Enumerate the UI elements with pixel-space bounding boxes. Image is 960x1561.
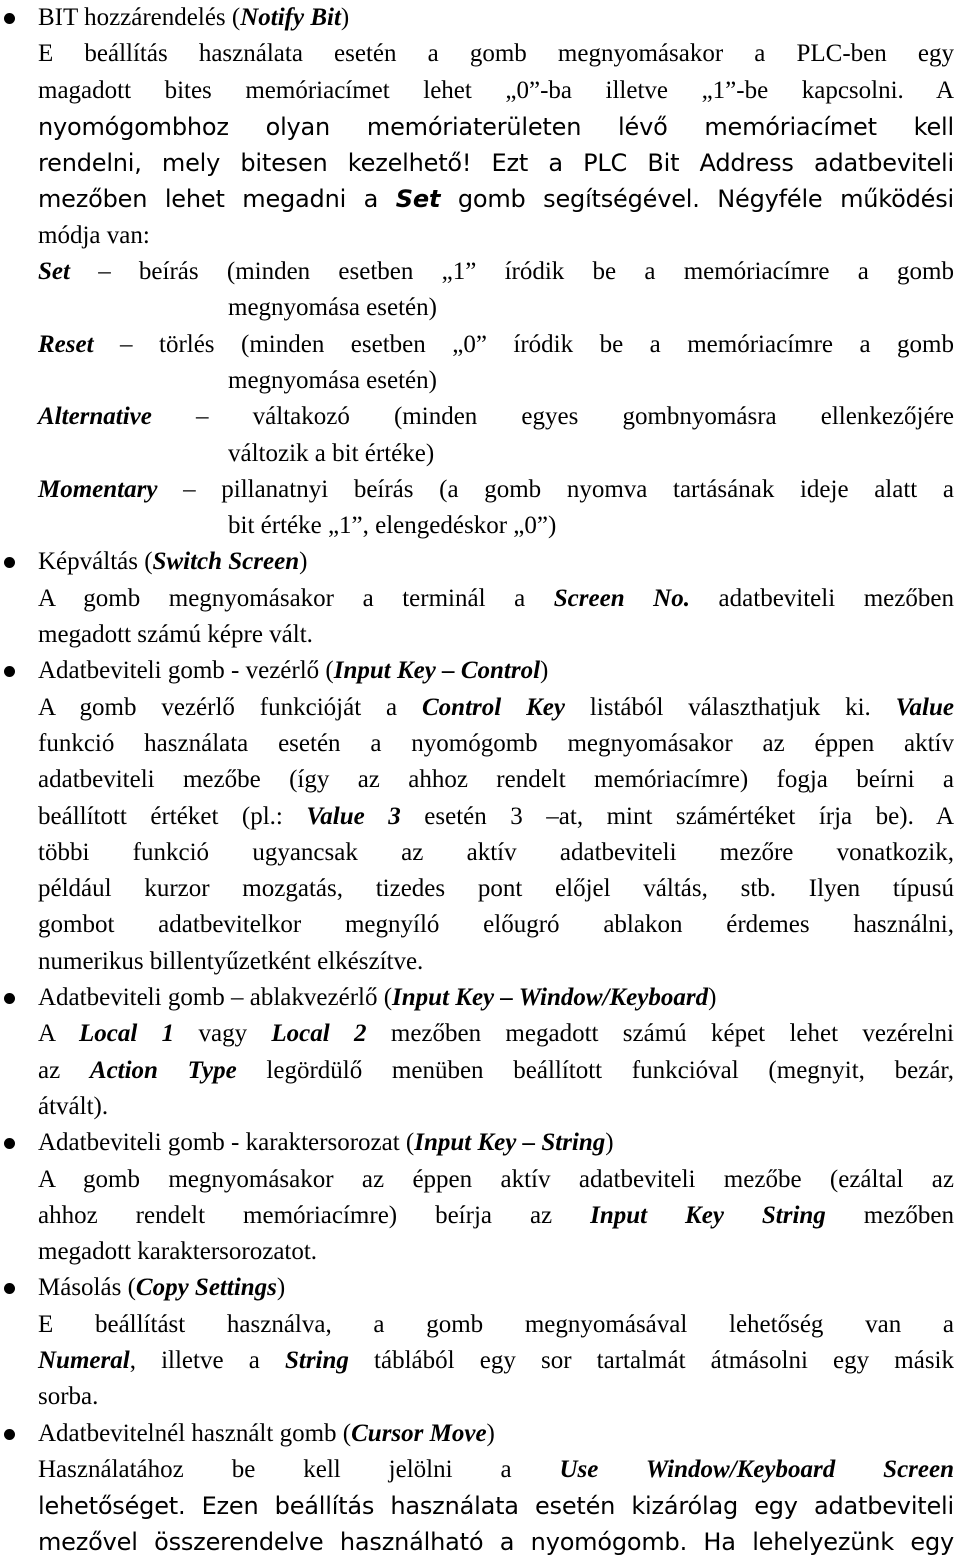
paragraph-line: például kurzor mozgatás, tizedes pont előjel váltás, stb. Ilyen típusú [38,875,954,903]
paragraph-line: mezőben lehet megadni a Set gomb segítségével. Négyféle működési [38,185,954,214]
paragraph-line: nyomógombhoz olyan memóriaterületen lévő memóriacímet kell [38,112,954,141]
section-title: Másolás (Copy Settings) [38,1274,286,1302]
section-title: BIT hozzárendelés (Notify Bit) [38,4,350,31]
paragraph-line: mezővel összerendelve használható a nyomógomb. Ha lehelyezünk egy [38,1528,954,1557]
bullet-icon [4,1138,15,1149]
mode-text: – beírás (minden esetben „1” íródik be a memóriacímre a gomb [69,258,954,286]
mode-entry [38,399,954,472]
section-title: Adatbeviteli gomb – ablakvezérlő (Input Key – Window/Keyboard) [38,984,717,1012]
mode-name: Alternative [38,403,152,431]
bullet-icon [4,666,15,677]
mode-name: Momentary [38,475,158,503]
paragraph-line: ahhoz rendelt memóriacímre) beírja az Input Key String mezőben [38,1201,955,1229]
paragraph-line: funkció használata esetén a nyomógomb megnyomásakor az éppen aktív [38,729,954,757]
section-notify-bit [0,0,954,544]
paragraph-line: megadott számú képre vált. [38,621,313,649]
mode-text: – váltakozó (minden egyes gombnyomásra ellenkezőjére [151,403,954,431]
paragraph-line: sorba. [38,1383,99,1411]
mode-entry [38,327,954,400]
paragraph-line: A gomb megnyomásakor a terminál a Screen No. adatbeviteli mezőben [38,584,954,612]
paragraph-line: numerikus billentyűzetként elkészítve. [38,947,424,975]
paragraph-line: megadott karaktersorozatot. [38,1238,318,1266]
mode-name: Set [38,258,70,286]
section-title: Adatbevitelnél használt gomb (Cursor Move) [38,1419,495,1447]
section-title: Képváltás (Switch Screen) [38,548,308,576]
section-title: Adatbeviteli gomb - karaktersorozat (Input Key – String) [38,1129,614,1157]
mode-text: – pillanatnyi beírás (a gomb nyomva tartásának ideje alatt a [157,475,954,503]
bullet-icon [4,993,15,1004]
paragraph-line: módja van: [38,221,150,249]
section-cursor-move [0,1416,954,1561]
mode-text-cont: bit értéke „1”, elengedéskor „0”) [228,512,557,540]
mode-entry [38,254,954,327]
paragraph-line: adatbeviteli mezőbe (így az ahhoz rendelt memóriacímre) fogja beírni a [38,766,954,794]
section-input-key-control [0,653,954,980]
section-input-key-window [0,980,954,1125]
paragraph-line: Használatához be kell jelölni a Use Window/Keyboard Screen [38,1455,954,1483]
paragraph-line: E beállítás használata esetén a gomb megnyomásakor a PLC-ben egy [38,40,954,68]
paragraph-line: magadott bites memóriacímet lehet „0”-ba illetve „1”-be kapcsolni. A [38,76,954,104]
paragraph-line: beállított értéket (pl.: Value 3 esetén 3 –at, mint számértéket írja be). A [38,802,955,830]
bullet-icon [4,1283,15,1294]
section-input-key-string [0,1125,954,1270]
mode-text-cont: változik a bit értéke) [228,439,435,467]
paragraph-line: A Local 1 vagy Local 2 mezőben megadott számú képet lehet vezérelni [38,1020,954,1048]
bullet-icon [4,13,15,24]
paragraph-line: Numeral, illetve a String táblából egy sor tartalmát átmásolni egy másik [38,1346,954,1374]
mode-name: Reset [38,330,94,358]
paragraph-line: átvált). [38,1092,109,1120]
paragraph-line: lehetőséget. Ezen beállítás használata esetén kizárólag egy adatbeviteli [38,1492,954,1521]
paragraph-line: többi funkció ugyancsak az aktív adatbeviteli mezőre vonatkozik, [38,838,954,866]
mode-text: – törlés (minden esetben „0” íródik be a memóriacímre a gomb [93,330,954,358]
paragraph-line: E beállítást használva, a gomb megnyomásával lehetőség van a [38,1310,954,1338]
mode-entry [38,472,954,545]
paragraph-line: A gomb vezérlő funkcióját a Control Key listából választhatjuk ki. Value [38,693,955,721]
section-copy-settings [0,1270,954,1415]
mode-text-cont: megnyomása esetén) [228,294,437,322]
mode-text-cont: megnyomása esetén) [228,366,437,394]
paragraph-line: A gomb megnyomásakor az éppen aktív adatbeviteli mezőbe (ezáltal az [38,1165,954,1193]
section-switch-screen [0,544,954,653]
paragraph-line: az Action Type legördülő menüben beállított funkcióval (megnyit, bezár, [38,1056,954,1084]
bullet-icon [4,557,15,568]
bullet-icon [4,1429,15,1440]
paragraph-line: rendelni, mely bitesen kezelhető! Ezt a PLC Bit Address adatbeviteli [38,149,954,178]
section-title: Adatbeviteli gomb - vezérlő (Input Key – Control) [38,657,549,685]
paragraph-line: gombot adatbevitelkor megnyíló előugró ablakon érdemes használni, [38,911,954,939]
